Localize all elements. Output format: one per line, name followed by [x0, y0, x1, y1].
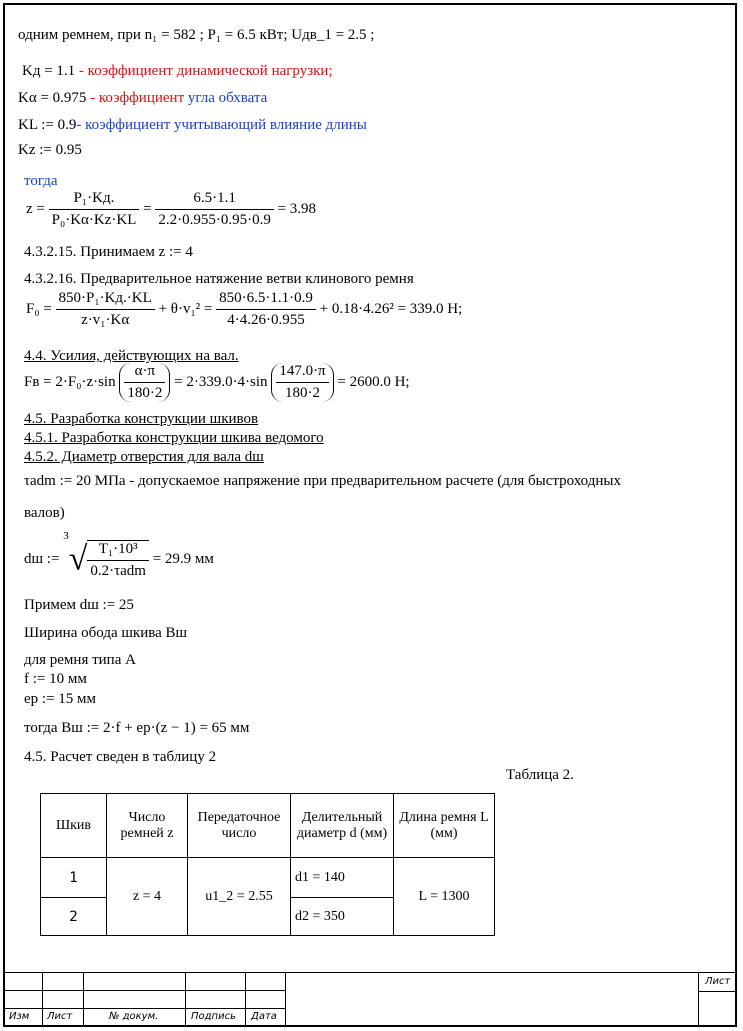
fv-result: = 2600.0 Н;: [337, 373, 410, 390]
fv-lhs: Fв = 2·F₀·z·sin: [24, 373, 116, 390]
section-4-3-2-15: 4.3.2.15. Принимаем z := 4: [24, 244, 193, 260]
kd-line: [22, 62, 333, 80]
section-4-3-2-16: 4.3.2.16. Предварительное натяжение ветви клинового ремня: [24, 271, 414, 287]
stamp-signature: Подпись: [191, 1011, 236, 1022]
stamp-date: Дата: [251, 1011, 277, 1022]
z-num-symbolic: P₁·Kд.: [49, 190, 140, 210]
kl-symbol: KL := 0.9: [18, 117, 77, 133]
belt-count-cell: z = 4: [107, 858, 188, 936]
section-4-5-2: 4.5.2. Диаметр отверстия для вала dш: [24, 449, 264, 465]
fv-paren-numeric: [271, 363, 333, 402]
table-row: [41, 858, 495, 898]
dsh-den: 0.2·τadm: [90, 562, 146, 579]
z-result: = 3.98: [277, 200, 317, 217]
kz-line: Kz := 0.95: [18, 142, 82, 158]
primem-line: Примем dш := 25: [24, 597, 134, 613]
togda-label: тогда: [24, 173, 58, 189]
f0-den-symbolic: z·v₁·Kα: [81, 312, 130, 328]
z-num-numeric: 6.5·1.1: [155, 190, 274, 210]
z-den-numeric: 2.2·0.955·0.95·0.9: [158, 212, 271, 228]
title-block: [5, 972, 737, 1027]
valov-line: валов): [24, 505, 65, 521]
f0-frac-numeric: [216, 290, 316, 329]
fv-num-symbolic: α·π: [124, 363, 165, 383]
section-4-5-table: 4.5. Расчет сведен в таблицу 2: [24, 749, 217, 765]
f0-lhs: F₀ =: [26, 300, 52, 317]
z-frac-symbolic: [49, 190, 140, 229]
pulley-number: 2: [41, 898, 107, 936]
f-line: f := 10 мм: [24, 671, 87, 687]
fv-num-numeric: 147.0·π: [276, 363, 328, 383]
ka-line: [18, 89, 267, 107]
section-4-5: 4.5. Разработка конструкции шкивов: [24, 411, 259, 427]
f0-formula: [26, 290, 462, 329]
kl-line: [18, 116, 367, 134]
z-formula: z = $\frac{\text{P₁·Kд.}}{\text{P₀·Kα·Kz·KL}}$ = $\frac{6.5\cdot 1.1}{2.2\cdot 0.955\cdot 0.95\cdot 0.9}$ = 3.98: [26, 190, 317, 228]
stamp-list: Лист: [47, 1011, 73, 1022]
kd-symbol: Kд = 1.1: [22, 63, 76, 79]
fv-den-symbolic: 180·2: [127, 385, 163, 401]
fv-middle: = 2·339.0·4·sin: [174, 373, 268, 390]
pulley-number: 1: [41, 858, 107, 898]
dsh-num: T₁·10³: [87, 541, 149, 561]
dsh-frac: [87, 540, 149, 580]
stamp-doc-number: № докум.: [109, 1011, 159, 1022]
header-belt-count: Число ремней z: [107, 794, 188, 858]
section-4-4: 4.4. Усилия, действующих на вал.: [24, 348, 239, 364]
f0-num-numeric: 850·6.5·1.1·0.9: [216, 290, 316, 310]
fv-den-numeric: 180·2: [284, 385, 320, 401]
length-cell: L = 1300: [394, 858, 495, 936]
shirina-line: Ширина обода шкива Bш: [24, 625, 188, 641]
stamp-sheet-label: Лист: [705, 976, 731, 987]
fv-frac-symbolic: [124, 363, 165, 402]
input-line: одним ремнем, при n₁ = 582 ; P₁ = 6.5 кВт; Uдв_1 = 2.5 ;: [18, 27, 375, 43]
stamp-izm: Изм: [9, 1011, 30, 1022]
table-header-row: [41, 794, 495, 858]
kl-description: - коэффициент учитывающий влияние длины: [76, 117, 367, 133]
table-caption: Таблица 2.: [506, 767, 574, 783]
header-diameter: Делительный диаметр d (мм): [291, 794, 394, 858]
diameter-cell: d2 = 350: [291, 898, 394, 936]
header-ratio: Передаточное число: [188, 794, 291, 858]
z-lhs: z =: [26, 200, 45, 217]
z-frac-numeric: [155, 190, 274, 229]
ep-line: ep := 15 мм: [24, 691, 97, 707]
fv-frac-numeric: [276, 363, 328, 402]
fv-formula: [24, 363, 410, 402]
remen-type-line: для ремня типа A: [24, 652, 136, 668]
f0-result: + 0.18·4.26² = 339.0 Н;: [319, 300, 463, 317]
dsh-result: = 29.9 мм: [152, 551, 214, 567]
f0-num-symbolic: 850·P₁·Kд.·KL: [56, 290, 155, 310]
results-table: [40, 793, 495, 936]
ratio-cell: u1_2 = 2.55: [188, 858, 291, 936]
dsh-lhs: dш :=: [24, 551, 60, 567]
ka-symbol: Kα = 0.975: [18, 90, 87, 106]
section-4-5-1: 4.5.1. Разработка конструкции шкива ведомого: [24, 430, 324, 446]
ka-description-red: - коэффициент: [90, 90, 185, 106]
header-length: Длина ремня L (мм): [394, 794, 495, 858]
bsh-line: тогда Bш := 2·f + ep·(z − 1) = 65 мм: [24, 720, 250, 736]
z-den-symbolic: P₀·Kα·Kz·KL: [51, 212, 137, 228]
f0-frac-symbolic: [56, 290, 155, 329]
kd-description: - коэффициент динамической нагрузки;: [78, 63, 333, 79]
fv-paren-symbolic: [119, 363, 170, 402]
diameter-cell: d1 = 140: [291, 858, 394, 898]
header-pulley: Шкив: [41, 794, 107, 858]
f0-middle: + θ·v₁² =: [158, 300, 213, 317]
f0-den-numeric: 4·4.26·0.955: [227, 312, 305, 328]
ka-description-blue: угла обхвата: [187, 90, 268, 106]
tau-line: τadm := 20 МПа - допускаемое напряжение при предварительном расчете (для быстроходных: [24, 473, 621, 489]
dsh-formula: dш := $^3$√ $\frac{\text{T₁·10³}}{\text{0.2·τadm}}$ = 29.9 мм: [24, 530, 214, 579]
dsh-root-index: 3: [63, 530, 69, 542]
